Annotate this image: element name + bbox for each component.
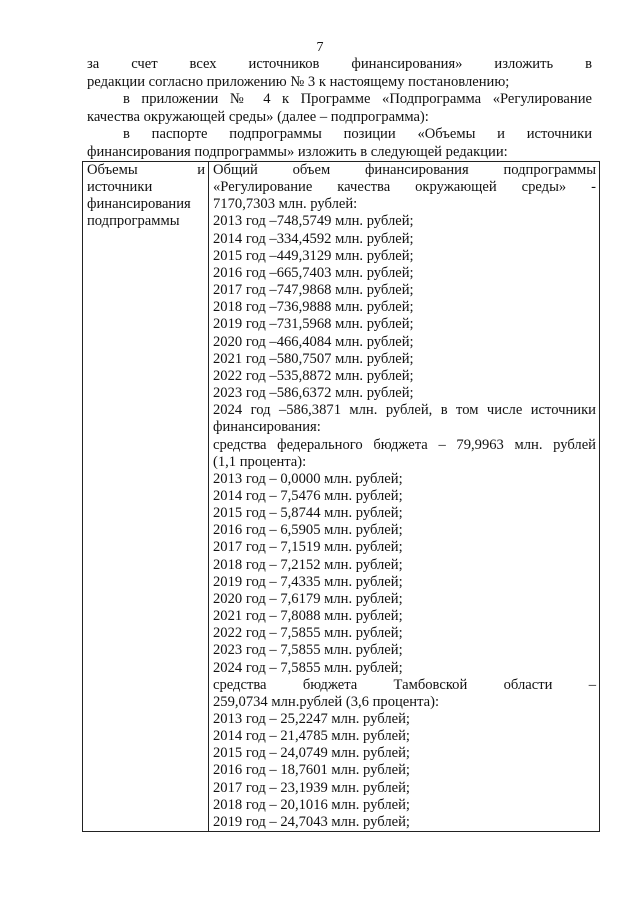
total-line: Общий объем финансирования подпрограммы bbox=[213, 162, 596, 178]
intro-line: в паспорте подпрограммы позиции «Объемы и источники bbox=[123, 126, 592, 143]
federal-year-line: 2013 год – 0,0000 млн. рублей; bbox=[213, 470, 403, 487]
federal-year-line: 2016 год – 6,5905 млн. рублей; bbox=[213, 522, 403, 539]
label-line: финансирования bbox=[87, 196, 191, 213]
total-year-line: 2016 год –665,7403 млн. рублей; bbox=[213, 264, 414, 281]
total-year-line: 2017 год –747,9868 млн. рублей; bbox=[213, 282, 414, 299]
intro-line: качества окружающей среды» (далее – подпрограмма): bbox=[87, 108, 429, 125]
regional-year-line: 2014 год – 21,4785 млн. рублей; bbox=[213, 728, 410, 745]
federal-header-line: (1,1 процента): bbox=[213, 453, 307, 470]
regional-header-line: средства бюджета Тамбовской области – bbox=[213, 676, 596, 693]
federal-year-line: 2024 год – 7,5855 млн. рублей; bbox=[213, 659, 403, 676]
total-year-line: 2013 год –748,5749 млн. рублей; bbox=[213, 213, 414, 230]
page-number: 7 bbox=[316, 40, 324, 55]
federal-year-line: 2014 год – 7,5476 млн. рублей; bbox=[213, 487, 403, 504]
regional-year-line: 2015 год – 24,0749 млн. рублей; bbox=[213, 745, 410, 762]
federal-year-line: 2020 год – 7,6179 млн. рублей; bbox=[213, 590, 403, 607]
regional-year-line: 2018 год – 20,1016 млн. рублей; bbox=[213, 796, 410, 813]
total-year-line: 2021 год –580,7507 млн. рублей; bbox=[213, 350, 414, 367]
regional-year-line: 2016 год – 18,7601 млн. рублей; bbox=[213, 762, 410, 779]
federal-year-line: 2021 год – 7,8088 млн. рублей; bbox=[213, 608, 403, 625]
total-year-line: 2019 год –731,5968 млн. рублей; bbox=[213, 316, 414, 333]
table-row bbox=[83, 162, 600, 832]
intro-line: финансирования подпрограммы» изложить в следующей редакции: bbox=[87, 143, 508, 160]
total-year-line: 2020 год –466,4084 млн. рублей; bbox=[213, 333, 414, 350]
label-line: подпрограммы bbox=[87, 213, 180, 230]
federal-year-line: 2019 год – 7,4335 млн. рублей; bbox=[213, 573, 403, 590]
total-year-line: 2023 год –586,6372 млн. рублей; bbox=[213, 385, 414, 402]
intro-line: за счет всех источников финансирования» изложить в bbox=[87, 56, 592, 72]
regional-year-line: 2017 год – 23,1939 млн. рублей; bbox=[213, 779, 410, 796]
funding-label-cell bbox=[83, 162, 209, 832]
total-line: «Регулирование качества окружающей среды» - bbox=[213, 179, 596, 196]
intro-line: в приложении № 4 к Программе «Подпрограмма «Регулирование bbox=[123, 91, 592, 108]
total-year-line: 2018 год –736,9888 млн. рублей; bbox=[213, 299, 414, 316]
intro-line: редакции согласно приложению № 3 к настоящему постановлению; bbox=[87, 73, 510, 90]
total-year-line: 2014 год –334,4592 млн. рублей; bbox=[213, 230, 414, 247]
total-2024-line: финансирования: bbox=[213, 419, 321, 436]
label-line: источники bbox=[87, 179, 153, 196]
federal-year-line: 2017 год – 7,1519 млн. рублей; bbox=[213, 539, 403, 556]
federal-year-line: 2015 год – 5,8744 млн. рублей; bbox=[213, 505, 403, 522]
funding-values-cell bbox=[209, 162, 600, 832]
federal-year-line: 2018 год – 7,2152 млн. рублей; bbox=[213, 556, 403, 573]
intro-text bbox=[87, 56, 592, 162]
label-line: Объемы и bbox=[87, 162, 205, 178]
total-line: 7170,7303 млн. рублей: bbox=[213, 196, 358, 213]
federal-year-line: 2023 год – 7,5855 млн. рублей; bbox=[213, 642, 403, 659]
regional-header-line: 259,0734 млн.рублей (3,6 процента): bbox=[213, 693, 440, 710]
total-year-line: 2015 год –449,3129 млн. рублей; bbox=[213, 247, 414, 264]
regional-year-line: 2019 год – 24,7043 млн. рублей; bbox=[213, 813, 410, 830]
total-year-line: 2022 год –535,8872 млн. рублей; bbox=[213, 367, 414, 384]
federal-header-line: средства федерального бюджета – 79,9963 млн. рублей bbox=[213, 436, 596, 453]
funding-table bbox=[82, 161, 600, 832]
regional-year-line: 2013 год – 25,2247 млн. рублей; bbox=[213, 711, 410, 727]
federal-year-line: 2022 год – 7,5855 млн. рублей; bbox=[213, 625, 403, 642]
total-2024-line: 2024 год –586,3871 млн. рублей, в том числе источники bbox=[213, 402, 596, 419]
